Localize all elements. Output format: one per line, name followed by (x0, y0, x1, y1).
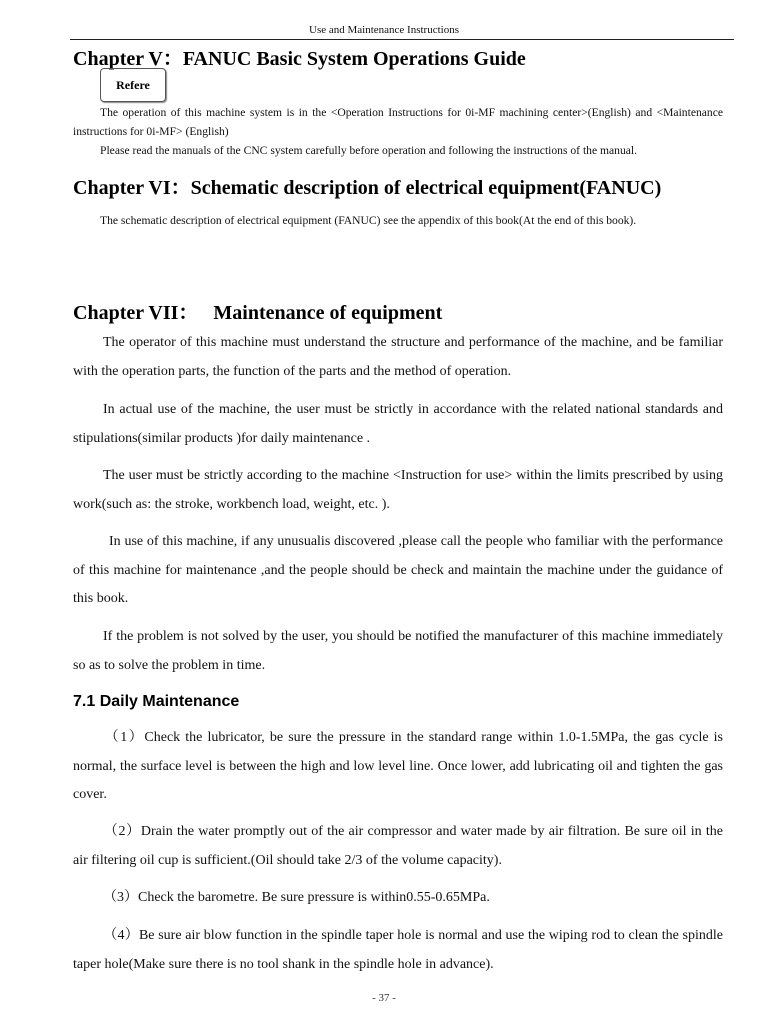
chapter-6-paragraph: The schematic description of electrical equipment (FANUC) see the appendix of this book(At the end of this book). (100, 214, 637, 227)
running-header: Use and Maintenance Instructions (309, 24, 459, 36)
chapter-5-paragraph-1: The operation of this machine system is in the <Operation Instructions for 0i-MF machining center>(English) and <Maintenance instructions for 0i-MF> (English) (73, 106, 723, 138)
reference-label: Refere (116, 77, 150, 92)
chapter-7-paragraph-3: The user must be strictly according to the machine <Instruction for use> within the limits prescribed by using work(such as: the stroke, workbench load, weight, etc. ). (73, 468, 723, 512)
chapter-7-paragraph-4: In use of this machine, if any unusualis discovered ,please call the people who familiar with the performance of this machine for maintenance ,and the people should be check and maintain the machine under the guidance of this book. (73, 534, 723, 606)
section-7-1-title: 7.1 Daily Maintenance (73, 693, 240, 710)
daily-maintenance-item-3: （3）Check the barometre. Be sure pressure is within0.55-0.65MPa. (103, 890, 490, 905)
daily-maintenance-item-4: （4）Be sure air blow function in the spindle taper hole is normal and use the wiping rod to clean the spindle taper hole(Make sure there is no tool shank in the spindle hole in advance). (73, 928, 723, 972)
daily-maintenance-item-2: （2）Drain the water promptly out of the air compressor and water made by air filtration. Be sure oil in the air filtering oil cup is sufficient.(Oil should take 2/3 of the volume capacity). (73, 824, 723, 868)
chapter-5-title: Chapter V：FANUC Basic System Operations Guide (73, 48, 526, 70)
page-number: - 37 - (372, 992, 396, 1004)
chapter-5-paragraph-2: Please read the manuals of the CNC system carefully before operation and following the instructions of the manual. (100, 144, 638, 157)
chapter-7-title: Chapter VII： Maintenance of equipment (73, 302, 443, 324)
reference-box (100, 68, 166, 102)
chapter-7-paragraph-2: In actual use of the machine, the user must be strictly in accordance with the related national standards and stipulations(similar products )for daily maintenance . (73, 402, 723, 446)
header-rule (70, 39, 734, 40)
chapter-6-title: Chapter VI：Schematic description of electrical equipment(FANUC) (73, 177, 662, 199)
daily-maintenance-item-1: （1）Check the lubricator, be sure the pressure in the standard range within 1.0-1.5MPa, the gas cycle is normal, the surface level is between the high and low level line. Once lower, add lubricating oil and tighten the gas cover. (73, 730, 723, 802)
chapter-7-paragraph-1: The operator of this machine must understand the structure and performance of the machine, and be familiar with the operation parts, the function of the parts and the method of operation. (73, 335, 723, 379)
chapter-7-paragraph-5: If the problem is not solved by the user, you should be notified the manufacturer of this machine immediately so as to solve the problem in time. (73, 629, 723, 673)
